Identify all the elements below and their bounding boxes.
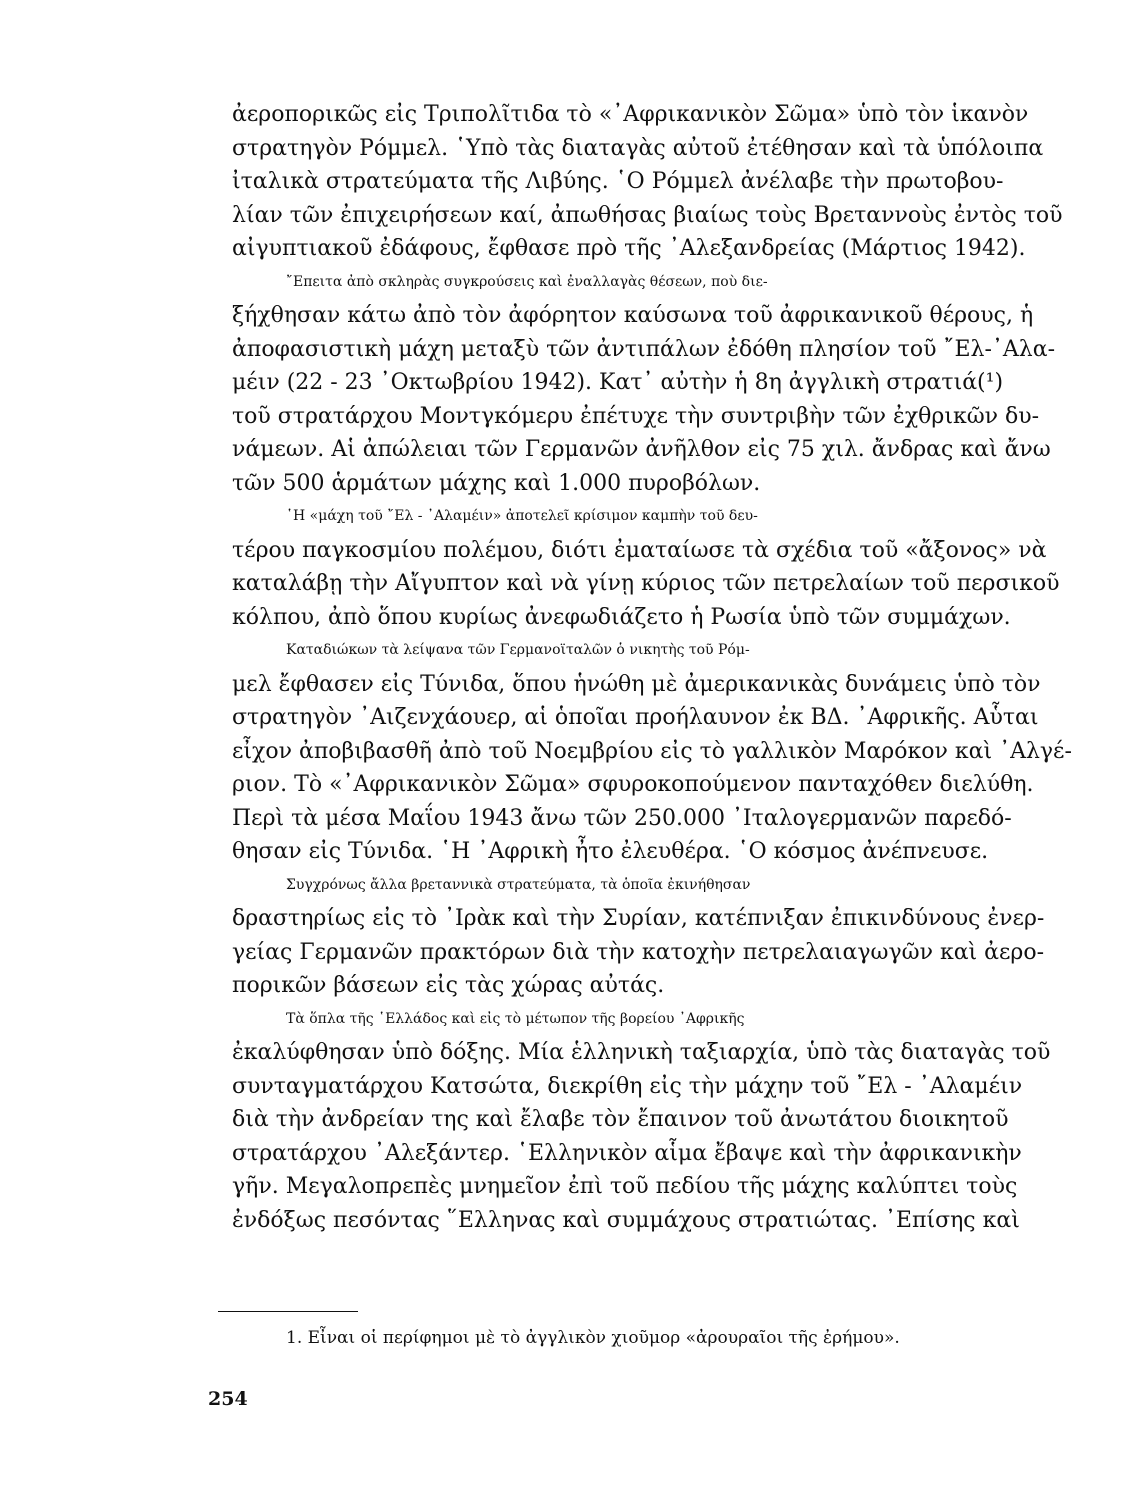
- text-line: κόλπου, ἀπὸ ὅπου κυρίως ἀνεφωδιάζετο ἡ Ρωσία ὑπὸ τῶν συμμάχων.: [232, 604, 1011, 630]
- text-line: στρατάρχου ᾿Αλεξάντερ. ῾Ελληνικὸν αἷμα ἔβαψε καὶ τὴν ἀφρικανικὴν: [232, 1140, 1022, 1166]
- text-line: πορικῶν βάσεων εἰς τὰς χώρας αὐτάς.: [232, 973, 665, 998]
- text-line: ἰταλικὰ στρατεύματα τῆς Λιβύης. ῾Ο Ρόμμελ ἀνέλαβε τὴν πρωτοβου-: [232, 169, 1004, 194]
- text-line: ῾Η «μάχη τοῦ ῎Ελ - ᾿Αλαμέιν» ἀποτελεῖ κρίσιμον καμπὴν τοῦ δευ-: [286, 508, 758, 524]
- text-line: λίαν τῶν ἐπιχειρήσεων καί, ἀπωθήσας βιαίως τοὺς Βρεταννοὺς ἐντὸς τοῦ: [232, 202, 1063, 228]
- text-line: νάμεων. Αἱ ἀπώλειαι τῶν Γερμανῶν ἀνῆλθον εἰς 75 χιλ. ἄνδρας καὶ ἄνω: [232, 437, 1051, 462]
- text-line: μελ ἔφθασεν εἰς Τύνιδα, ὅπου ἡνώθη μὲ ἀμερικανικὰς δυνάμεις ὑπὸ τὸν: [232, 671, 1041, 697]
- text-line: Περὶ τὰ μέσα Μαΐου 1943 ἄνω τῶν 250.000 ᾿Ιταλογερμανῶν παρεδό-: [232, 805, 1012, 831]
- text-line: δραστηρίως εἰς τὸ ᾿Ιρὰκ καὶ τὴν Συρίαν, κατέπνιξαν ἐπικινδύνους ἐνερ-: [232, 906, 1045, 931]
- text-line: Συγχρόνως ἄλλα βρεταννικὰ στρατεύματα, τὰ ὁποῖα ἐκινήθησαν: [286, 876, 751, 893]
- text-line: ῎Επειτα ἀπὸ σκληρὰς συγκρούσεις καὶ ἐναλλαγὰς θέσεων, ποὺ διε-: [286, 273, 768, 290]
- text-line: τοῦ στρατάρχου Μοντγκόμερυ ἐπέτυχε τὴν συντριβὴν τῶν ἐχθρικῶν δυ-: [232, 403, 1040, 429]
- text-line: καταλάβῃ τὴν Αἴγυπτον καὶ νὰ γίνῃ κύριος τῶν πετρελαίων τοῦ περσικοῦ: [232, 571, 1060, 596]
- text-line: γείας Γερμανῶν πρακτόρων διὰ τὴν κατοχὴν πετρελαιαγωγῶν καὶ ἀερο-: [232, 939, 1045, 965]
- text-line: ριον. Τὸ «᾿Αφρικανικὸν Σῶμα» σφυροκοπούμενον πανταχόθεν διελύθη.: [232, 772, 1034, 797]
- text-line: εἶχον ἀποβιβασθῆ ἀπὸ τοῦ Νοεμβρίου εἰς τὸ γαλλικὸν Μαρόκον καὶ ᾿Αλγέ-: [232, 738, 1072, 764]
- text-line: ἀεροπορικῶς εἰς Τριπολῖτιδα τὸ «᾿Αφρικανικὸν Σῶμα» ὑπὸ τὸν ἱκανὸν: [232, 102, 1029, 127]
- text-line: ἐκαλύφθησαν ὑπὸ δόξης. Μία ἑλληνικὴ ταξιαρχία, ὑπὸ τὰς διαταγὰς τοῦ: [232, 1040, 1051, 1065]
- text-line: αἰγυπτιακοῦ ἐδάφους, ἔφθασε πρὸ τῆς ᾿Αλεξανδρείας (Μάρτιος 1942).: [232, 236, 1026, 261]
- body-text: [232, 98, 1072, 1237]
- text-line: Καταδιώκων τὰ λείψανα τῶν Γερμανοϊταλῶν ὁ νικητὴς τοῦ Ρόμ-: [286, 642, 750, 658]
- text-line: ξήχθησαν κάτω ἀπὸ τὸν ἀφόρητον καύσωνα τοῦ ἀφρικανικοῦ θέρους, ἡ: [232, 303, 1034, 328]
- text-line: τῶν 500 ἁρμάτων μάχης καὶ 1.000 πυροβόλων.: [232, 470, 761, 496]
- text-line: στρατηγὸν Ρόμμελ. ῾Υπὸ τὰς διαταγὰς αὐτοῦ ἐτέθησαν καὶ τὰ ὑπόλοιπα: [232, 135, 1044, 161]
- text-line: τέρου παγκοσμίου πολέμου, διότι ἐματαίωσε τὰ σχέδια τοῦ «ἄξονος» νὰ: [232, 537, 1047, 563]
- text-line: διὰ τὴν ἀνδρείαν της καὶ ἔλαβε τὸν ἔπαινον τοῦ ἀνωτάτου διοικητοῦ: [232, 1107, 1009, 1132]
- text-line: συνταγματάρχου Κατσώτα, διεκρίθη εἰς τὴν μάχην τοῦ ῎Ελ - ᾿Αλαμέιν: [232, 1073, 1023, 1099]
- text-line: Τὰ ὅπλα τῆς ῾Ελλάδος καὶ εἰς τὸ μέτωπον τῆς βορείου ᾿Αφρικῆς: [286, 1010, 745, 1027]
- page-number: 254: [208, 1388, 248, 1410]
- text-line: ἀποφασιστικὴ μάχη μεταξὺ τῶν ἀντιπάλων ἐδόθη πλησίον τοῦ ῎Ελ-᾿Αλα-: [232, 336, 1056, 362]
- footnote: 1. Εἶναι οἱ περίφημοι μὲ τὸ ἀγγλικὸν χιοῦμορ «ἀρουραῖοι τῆς ἐρήμου».: [286, 1328, 900, 1348]
- text-line: γῆν. Μεγαλοπρεπὲς μνημεῖον ἐπὶ τοῦ πεδίου τῆς μάχης καλύπτει τοὺς: [232, 1174, 1018, 1199]
- text-line: στρατηγὸν ᾿Αιζενχάουερ, αἱ ὁποῖαι προήλαυνον ἐκ ΒΔ. ᾿Αφρικῆς. Αὗται: [232, 705, 1039, 730]
- text-line: μέιν (22 - 23 ᾿Οκτωβρίου 1942). Κατ᾿ αὐτὴν ἡ 8η ἀγγλικὴ στρατιά(¹): [232, 370, 1004, 395]
- text-line: θησαν εἰς Τύνιδα. ῾Η ᾿Αφρικὴ ἦτο ἐλευθέρα. ῾Ο κόσμος ἀνέπνευσε.: [232, 839, 989, 864]
- text-line: ἐνδόξως πεσόντας ῞Ελληνας καὶ συμμάχους στρατιώτας. ᾿Επίσης καὶ: [232, 1207, 1020, 1233]
- footnote-separator: [218, 1311, 358, 1312]
